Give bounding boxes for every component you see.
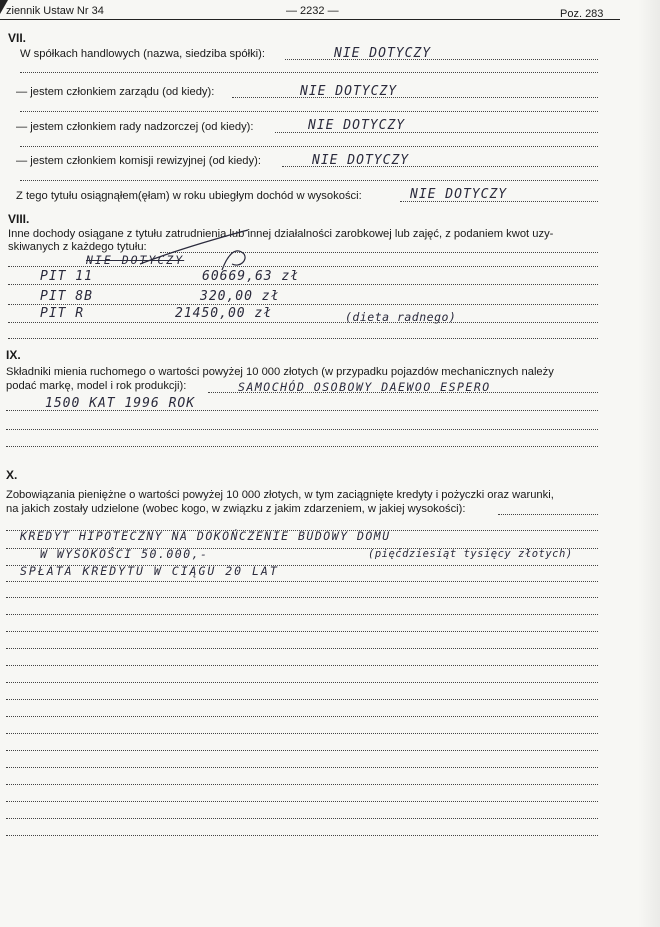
blank-line <box>6 835 598 836</box>
section-ix-number: IX. <box>6 348 21 362</box>
income-row-3-amount: 21450,00 zł <box>175 306 273 321</box>
income-value: NIE DOTYCZY <box>410 187 508 202</box>
income-row-2-line <box>8 304 598 305</box>
blank-line <box>6 750 598 751</box>
other-income-text-1: Inne dochody osiągane z tytułu zatrudnienia lub innej działalności zarobkowej lub zajęć, z podaniem kwot uzy- <box>8 228 554 240</box>
supervisory-label: — jestem członkiem rady nadzorczej (od kiedy): <box>16 121 254 133</box>
income-label: Z tego tytułu osiągnąłem(ęłam) w roku ubiegłym dochód w wysokości: <box>16 190 362 202</box>
scan-edge-shadow <box>638 0 660 927</box>
movables-value-1: SAMOCHÓD OSOBOWY DAEWOO ESPERO <box>238 380 491 394</box>
income-row-2-amount: 320,00 zł <box>200 289 280 304</box>
header-rule <box>0 19 620 20</box>
other-income-dotted-line-2 <box>8 266 598 267</box>
other-income-text-2: skiwanych z każdego tytułu: <box>8 241 147 253</box>
blank-line <box>6 614 598 615</box>
liabilities-value-2a: W WYSOKOŚCI 50.000,- <box>40 547 209 561</box>
board-label: — jestem członkiem zarządu (od kiedy): <box>16 86 215 98</box>
liabilities-value-1: KREDYT HIPOTECZNY NA DOKOŃCZENIE BUDOWY DOMU <box>20 529 391 543</box>
liabilities-text-1: Zobowiązania pieniężne o wartości powyżej 10 000 złotych, w tym zaciągnięte kredyty i pożyczki oraz warunki, <box>6 489 554 501</box>
movables-text-2: podać markę, model i rok produkcji): <box>6 380 187 392</box>
section-viii-number: VIII. <box>8 212 30 226</box>
crossed-not-applicable: NIE DOTYCZY <box>86 253 185 267</box>
income-row-3-type: PIT R <box>40 306 85 321</box>
movables-line-4 <box>6 446 598 447</box>
audit-value: NIE DOTYCZY <box>312 153 410 168</box>
board-value: NIE DOTYCZY <box>300 84 398 99</box>
audit-label: — jestem członkiem komisji rewizyjnej (od kiedy): <box>16 155 261 167</box>
blank-line <box>6 631 598 632</box>
blank-line <box>6 597 598 598</box>
section-vii-number: VII. <box>8 31 27 45</box>
income-row-3-line <box>8 322 598 323</box>
movables-value-2: 1500 KAT 1996 ROK <box>45 396 196 411</box>
movables-text-1: Składniki mienia ruchomego o wartości powyżej 10 000 złotych (w przypadku pojazdów mechanicznych należy <box>6 366 554 378</box>
companies-dotted-line-2 <box>20 72 598 73</box>
blank-line <box>6 784 598 785</box>
blank-line <box>6 682 598 683</box>
blank-line <box>6 818 598 819</box>
blank-line <box>6 665 598 666</box>
income-extra-line <box>8 338 598 339</box>
companies-label: W spółkach handlowych (nazwa, siedziba spółki): <box>20 48 265 60</box>
liabilities-text-2: na jakich zostały udzielone (wobec kogo, w związku z jakim zdarzeniem, w jakiej wysokości): <box>6 503 466 515</box>
movables-line-3 <box>6 429 598 430</box>
blank-line <box>6 767 598 768</box>
liabilities-dotted-line <box>498 514 598 515</box>
board-dotted-line-2 <box>20 111 598 112</box>
supervisory-value: NIE DOTYCZY <box>308 118 406 133</box>
section-x-number: X. <box>6 468 18 482</box>
liabilities-line-4 <box>6 581 598 582</box>
movables-line-2 <box>6 410 598 411</box>
companies-value: NIE DOTYCZY <box>334 46 432 61</box>
board-dotted-line <box>232 97 598 98</box>
blank-line <box>6 733 598 734</box>
liabilities-value-2b: (pięćdziesiąt tysięcy złotych) <box>368 548 573 560</box>
blank-line <box>6 699 598 700</box>
supervisory-dotted-line-2 <box>20 146 598 147</box>
journal-title: ziennik Ustaw Nr 34 <box>6 5 104 17</box>
blank-line <box>6 801 598 802</box>
liabilities-value-3: SPŁATA KREDYTU W CIĄGU 20 LAT <box>20 564 279 578</box>
income-row-2-type: PIT 8B <box>40 289 93 304</box>
income-row-1-amount: 60669,63 zł <box>202 269 300 284</box>
page-number: — 2232 — <box>286 5 339 17</box>
blank-line <box>6 716 598 717</box>
income-row-1-type: PIT 11 <box>40 269 93 284</box>
companies-dotted-line <box>285 59 598 60</box>
blank-line <box>6 648 598 649</box>
income-row-1-line <box>8 284 598 285</box>
position-number: Poz. 283 <box>560 8 604 20</box>
audit-dotted-line-2 <box>20 180 598 181</box>
income-row-3-note: (dieta radnego) <box>345 310 457 324</box>
